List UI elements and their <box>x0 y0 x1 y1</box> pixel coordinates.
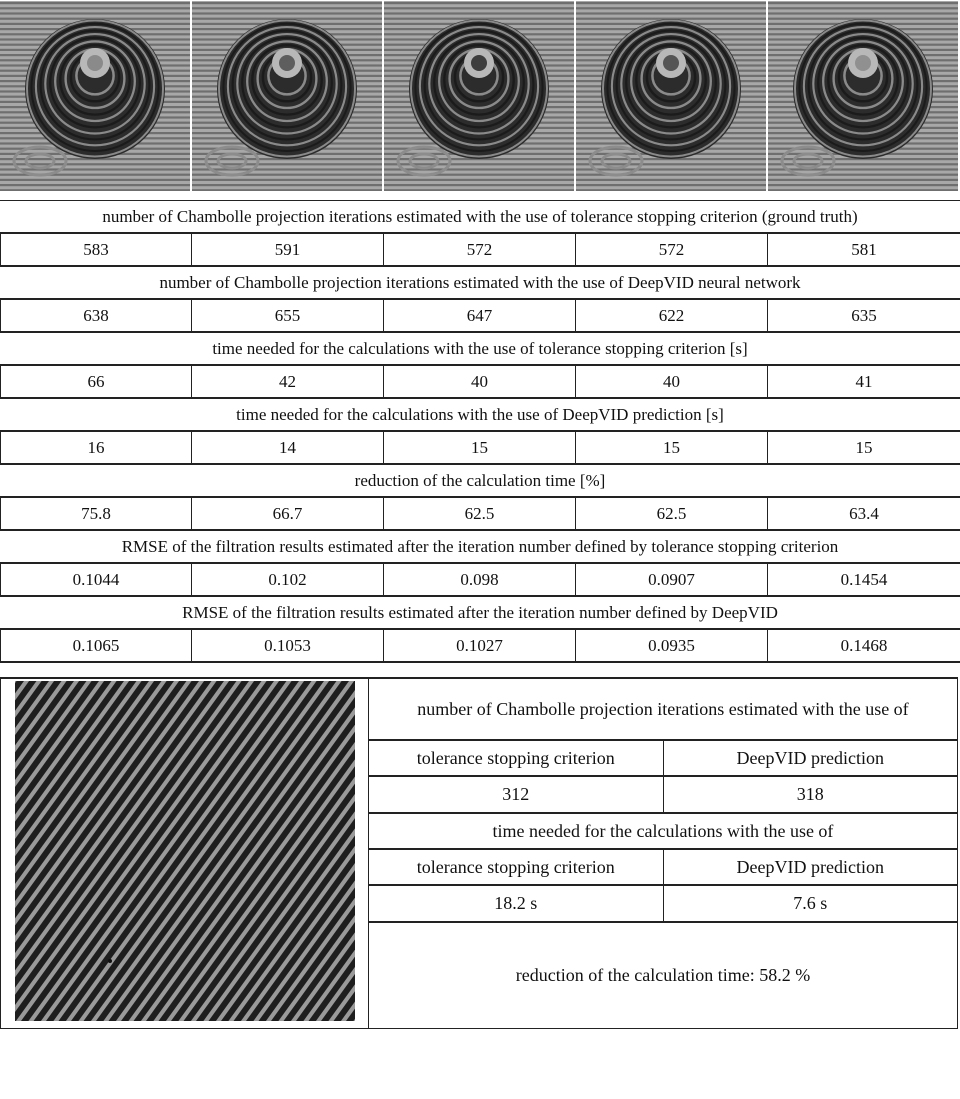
rmse-deepvid-cell: 0.1065 <box>0 630 192 661</box>
gt-iterations-header: number of Chambolle projection iterations estimated with the use of tolerance stopping criterion (ground truth) <box>0 201 960 234</box>
time-deepvid-cell: 16 <box>0 432 192 463</box>
fringe-line <box>768 184 958 186</box>
time-tolerance-cell: 42 <box>192 366 384 397</box>
nn-iterations-cell: 622 <box>576 300 768 331</box>
time-tolerance-header: time needed for the calculations with the use of tolerance stopping criterion [s] <box>0 333 960 366</box>
iter-tolerance-value: 312 <box>369 777 664 812</box>
fringe-line <box>0 179 190 181</box>
bottom-time-columns <box>369 850 957 886</box>
hologram-image-3 <box>384 0 576 200</box>
time-col-deepvid-label: DeepVID prediction <box>736 856 884 877</box>
fringe-line <box>576 184 766 186</box>
fringe-line <box>384 12 574 14</box>
bottom-time-header: time needed for the calculations with the use of <box>369 814 957 850</box>
time-tolerance-value: 18.2 s <box>369 886 664 921</box>
time-tolerance-cell: 40 <box>576 366 768 397</box>
time-tolerance-cell: 40 <box>384 366 576 397</box>
rmse-tolerance-cell: 0.1454 <box>840 569 888 589</box>
fringe-line <box>576 7 766 9</box>
nn-iterations-cell: 635 <box>851 305 877 325</box>
fringe-line <box>768 7 958 9</box>
fringe-line <box>768 12 958 14</box>
sphere-center <box>279 55 295 71</box>
reduction-cell: 75.8 <box>0 498 192 529</box>
rmse-deepvid-row <box>0 630 960 663</box>
gt-iterations-cell: 572 <box>576 234 768 265</box>
time-deepvid-cell: 15 <box>855 437 873 457</box>
fringe-line <box>0 12 190 14</box>
hologram-image-4 <box>576 0 768 200</box>
fringe-line <box>576 168 766 170</box>
fringe-line <box>768 2 958 4</box>
fringe-line <box>576 189 766 191</box>
fringe-line <box>0 7 190 9</box>
fringe-line <box>192 7 382 9</box>
fringe-line <box>768 179 958 181</box>
results-table-bottom <box>0 677 958 1029</box>
time-col-tolerance-label: tolerance stopping criterion <box>369 850 664 884</box>
gt-iterations-cell: 572 <box>384 234 576 265</box>
fringe-image-cell <box>1 679 369 1028</box>
rmse-deepvid-cell: 0.1468 <box>840 635 888 655</box>
col-tolerance-label: tolerance stopping criterion <box>369 741 664 775</box>
hologram-image-1 <box>0 0 192 200</box>
sphere-center <box>87 55 103 71</box>
fringe-line <box>576 2 766 4</box>
bottom-iterations-header: number of Chambolle projection iterations estimated with the use of <box>369 679 957 741</box>
nn-iterations-row <box>0 300 960 333</box>
fringe-line <box>576 12 766 14</box>
bottom-iterations-values <box>369 777 957 814</box>
iter-deepvid-value: 318 <box>796 784 824 804</box>
fringe-line <box>192 2 382 4</box>
fringe-line <box>576 179 766 181</box>
sphere-center <box>663 55 679 71</box>
time-deepvid-value: 7.6 s <box>793 893 828 913</box>
fringe-line <box>192 168 382 170</box>
rmse-tolerance-cell: 0.1044 <box>0 564 192 595</box>
hologram-image-2 <box>192 0 384 200</box>
bottom-time-values <box>369 886 957 923</box>
fringe-line <box>384 2 574 4</box>
fringe-line <box>0 189 190 191</box>
bottom-stats <box>369 679 957 1028</box>
reduction-cell: 62.5 <box>576 498 768 529</box>
rmse-tolerance-row <box>0 564 960 597</box>
time-deepvid-cell: 14 <box>192 432 384 463</box>
time-tolerance-cell: 41 <box>855 371 873 391</box>
rmse-deepvid-cell: 0.1053 <box>192 630 384 661</box>
rmse-deepvid-header: RMSE of the filtration results estimated after the iteration number defined by DeepVID <box>0 597 960 630</box>
nn-iterations-cell: 655 <box>192 300 384 331</box>
fringe-line <box>0 184 190 186</box>
sphere-center <box>855 55 871 71</box>
fringe-line <box>768 189 958 191</box>
hologram-image-row <box>0 0 960 201</box>
col-deepvid-label: DeepVID prediction <box>736 747 884 768</box>
fringe-line <box>0 168 190 170</box>
reduction-header: reduction of the calculation time [%] <box>0 465 960 498</box>
fringe-line <box>384 168 574 170</box>
time-deepvid-header: time needed for the calculations with the use of DeepVID prediction [s] <box>0 399 960 432</box>
reduction-cell: 63.4 <box>849 503 879 523</box>
nn-iterations-cell: 638 <box>0 300 192 331</box>
fringe-line <box>768 168 958 170</box>
nn-iterations-cell: 647 <box>384 300 576 331</box>
rmse-tolerance-header: RMSE of the filtration results estimated after the iteration number defined by tolerance stopping criterion <box>0 531 960 564</box>
fringe-line <box>192 189 382 191</box>
fringe-line <box>384 179 574 181</box>
bottom-reduction: reduction of the calculation time: 58.2 % <box>515 965 811 985</box>
fringe-line <box>0 2 190 4</box>
reduction-cell: 66.7 <box>192 498 384 529</box>
gt-iterations-cell: 591 <box>192 234 384 265</box>
gt-iterations-row <box>0 234 960 267</box>
hologram-image-5 <box>768 0 960 200</box>
gt-iterations-cell: 583 <box>0 234 192 265</box>
fringe-speck <box>108 959 112 963</box>
fringe-line <box>192 184 382 186</box>
time-tolerance-cell: 66 <box>0 366 192 397</box>
fringe-line <box>384 189 574 191</box>
time-deepvid-cell: 15 <box>384 432 576 463</box>
sphere-center <box>471 55 487 71</box>
rmse-tolerance-cell: 0.098 <box>384 564 576 595</box>
rmse-tolerance-cell: 0.0907 <box>576 564 768 595</box>
rmse-tolerance-cell: 0.102 <box>192 564 384 595</box>
rmse-deepvid-cell: 0.0935 <box>576 630 768 661</box>
reduction-cell: 62.5 <box>384 498 576 529</box>
time-tolerance-row <box>0 366 960 399</box>
time-deepvid-cell: 15 <box>576 432 768 463</box>
fringe-line <box>192 12 382 14</box>
bottom-iterations-columns <box>369 741 957 777</box>
fringe-line <box>192 179 382 181</box>
fringe-line <box>384 184 574 186</box>
gt-iterations-cell: 581 <box>851 239 877 259</box>
fringe-pattern-image <box>15 681 355 1021</box>
rmse-deepvid-cell: 0.1027 <box>384 630 576 661</box>
fringe-line <box>384 7 574 9</box>
reduction-row <box>0 498 960 531</box>
time-deepvid-row <box>0 432 960 465</box>
nn-iterations-header: number of Chambolle projection iterations estimated with the use of DeepVID neural network <box>0 267 960 300</box>
